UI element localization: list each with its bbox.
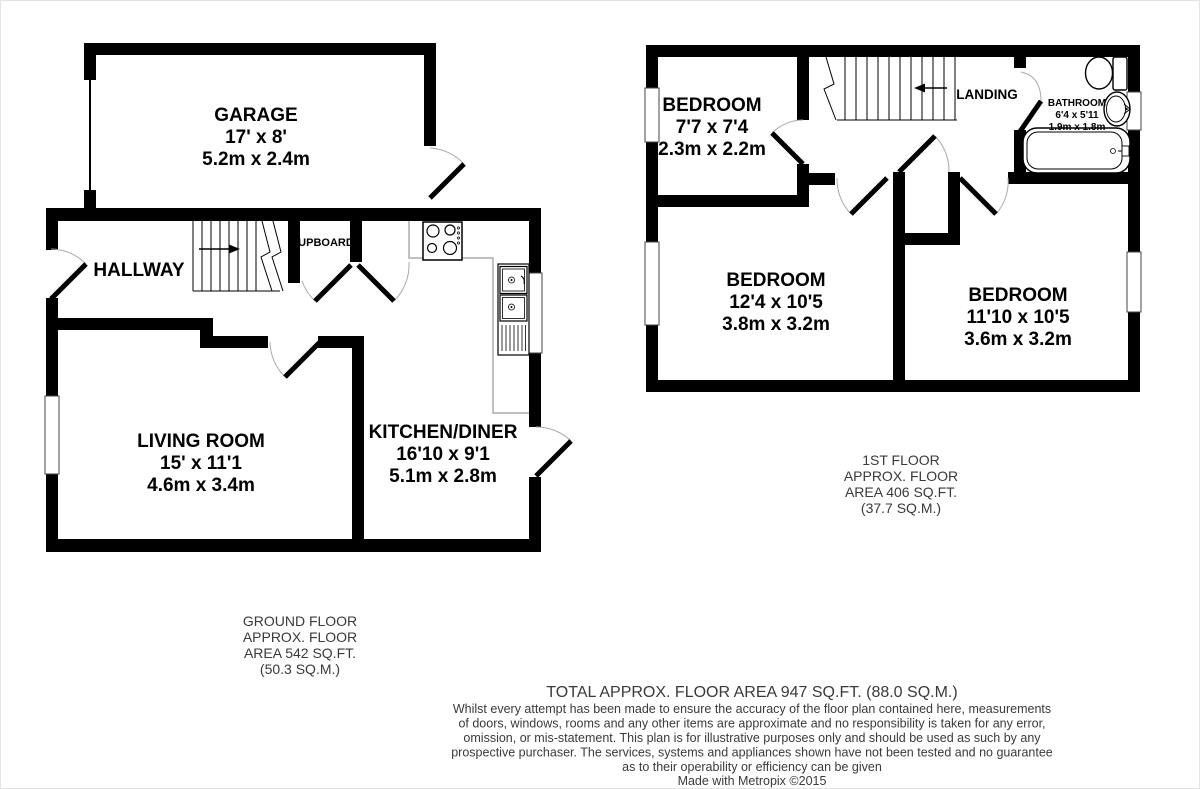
living-room-window bbox=[45, 396, 59, 474]
garage-size-metric: 5.2m x 2.4m bbox=[202, 149, 310, 170]
wall-segment bbox=[1128, 45, 1140, 92]
bedroom-right-label: BEDROOM bbox=[968, 285, 1068, 306]
wall-segment bbox=[213, 336, 268, 348]
caption-line: AREA 542 SQ.FT. bbox=[243, 645, 357, 661]
bedroom-right-size-metric: 3.6m x 3.2m bbox=[964, 329, 1072, 350]
toilet bbox=[1086, 57, 1128, 90]
wall-segment bbox=[529, 353, 541, 427]
hob bbox=[423, 222, 462, 260]
kitchen-diner-size-metric: 5.1m x 2.8m bbox=[389, 466, 497, 487]
wall-segment bbox=[46, 298, 58, 396]
wall-segment bbox=[1008, 172, 1140, 184]
bathroom-label: BATHROOM bbox=[1047, 98, 1107, 109]
living-room-label: LIVING ROOM bbox=[137, 431, 265, 452]
wall-segment bbox=[646, 380, 1140, 392]
bathroom-size-metric: 1.9m x 1.8m bbox=[1048, 122, 1106, 133]
wall-segment bbox=[1014, 45, 1026, 68]
wall-segment bbox=[646, 142, 658, 242]
bedroom-left-window bbox=[645, 242, 659, 325]
living-room-size-imperial: 15' x 11'1 bbox=[160, 453, 242, 474]
credit-text: Made with Metropix ©2015 bbox=[677, 774, 827, 788]
wall-segment bbox=[46, 208, 58, 250]
caption-line: (50.3 SQ.M.) bbox=[259, 661, 341, 677]
wall-segment bbox=[646, 45, 658, 88]
wall-segment bbox=[646, 325, 658, 392]
caption-line: APPROX. FLOOR bbox=[843, 468, 959, 484]
caption-line: 1ST FLOOR bbox=[862, 452, 940, 468]
wall-segment bbox=[288, 221, 300, 283]
garage-label: GARAGE bbox=[214, 105, 298, 126]
wall-segment bbox=[905, 233, 960, 245]
bedroom-small-window bbox=[645, 88, 659, 142]
bedroom-small-size-metric: 2.3m x 2.2m bbox=[658, 139, 766, 160]
kitchen-diner-size-imperial: 16'10 x 9'1 bbox=[396, 444, 490, 465]
wall-segment bbox=[529, 477, 541, 552]
caption-line: AREA 406 SQ.FT. bbox=[844, 484, 958, 500]
disclaimer-line: prospective purchaser. The services, systems and appliances shown have not been tested and no guarantee bbox=[451, 745, 1053, 760]
wall-segment bbox=[529, 208, 541, 273]
cupboard-label: CUPBOARD bbox=[290, 237, 354, 249]
bedroom-left-size-imperial: 12'4 x 10'5 bbox=[729, 292, 823, 313]
bedroom-right-size-imperial: 11'10 x 10'5 bbox=[966, 307, 1070, 328]
basin bbox=[1104, 92, 1130, 126]
bathtub bbox=[1023, 128, 1130, 173]
hallway-label: HALLWAY bbox=[93, 260, 185, 281]
wall-segment bbox=[893, 172, 905, 380]
wall-segment bbox=[84, 43, 96, 80]
wall-segment bbox=[46, 539, 541, 552]
wall-segment bbox=[200, 318, 213, 348]
kitchen-sink bbox=[498, 264, 529, 355]
caption-line: GROUND FLOOR bbox=[242, 613, 358, 629]
disclaimer-line: omission, or mis-statement. This plan is for illustrative purposes only and should be used as such by any bbox=[463, 731, 1041, 745]
caption-line: (37.7 SQ.M.) bbox=[860, 500, 942, 516]
wall-segment bbox=[352, 336, 364, 552]
wall-segment bbox=[1128, 312, 1140, 392]
page-border bbox=[1, 1, 1200, 789]
kitchen-window bbox=[528, 273, 542, 353]
living-room-size-metric: 4.6m x 3.4m bbox=[147, 475, 255, 496]
disclaimer-line: as to their operability or efficiency can be given bbox=[622, 760, 882, 774]
bedroom-small-size-imperial: 7'7 x 7'4 bbox=[675, 117, 749, 138]
caption-line: APPROX. FLOOR bbox=[242, 629, 358, 645]
disclaimer-line: Whilst every attempt has been made to ensure the accuracy of the floor plan contained here, measurements bbox=[452, 702, 1052, 716]
garage-size-imperial: 17' x 8' bbox=[225, 127, 287, 148]
ground-floor-caption bbox=[243, 613, 357, 677]
wall-segment bbox=[797, 57, 809, 120]
wall-segment bbox=[646, 45, 1140, 57]
total-area-text: TOTAL APPROX. FLOOR AREA 947 SQ.FT. (88.0 SQ.M.) bbox=[546, 684, 958, 701]
wall-segment bbox=[809, 173, 835, 185]
wall-segment bbox=[46, 208, 541, 221]
wall-segment bbox=[84, 43, 436, 55]
landing-label: LANDING bbox=[956, 87, 1018, 102]
bedroom-small-label: BEDROOM bbox=[662, 95, 762, 116]
wall-segment bbox=[424, 43, 436, 146]
wall-segment bbox=[46, 474, 58, 552]
wall-segment bbox=[84, 190, 96, 208]
bathroom-size-imperial: 6'4 x 5'11 bbox=[1055, 110, 1099, 121]
disclaimer-line: of doors, windows, rooms and any other items are approximate and no responsibility is taken for any error, bbox=[458, 716, 1046, 731]
kitchen-diner-label: KITCHEN/DINER bbox=[368, 422, 518, 443]
wall-segment bbox=[658, 195, 809, 207]
wall-segment bbox=[46, 318, 213, 330]
bedroom-right-window bbox=[1127, 252, 1141, 312]
bedroom-left-label: BEDROOM bbox=[726, 270, 826, 291]
bedroom-left-size-metric: 3.8m x 3.2m bbox=[722, 314, 830, 335]
